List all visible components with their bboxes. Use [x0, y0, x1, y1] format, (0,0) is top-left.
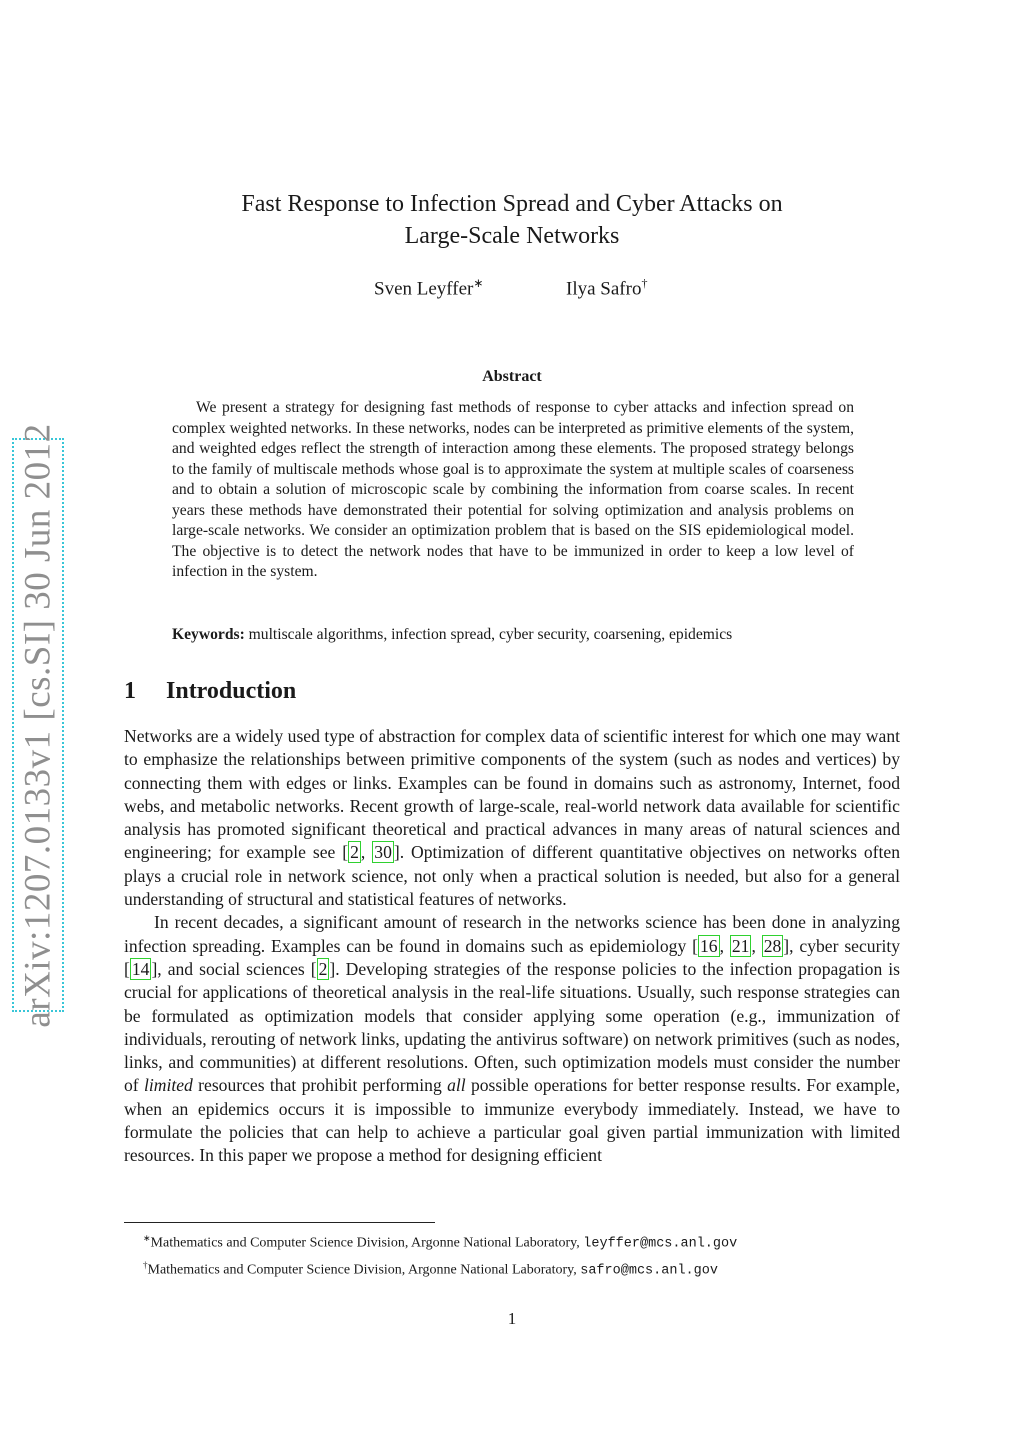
footnote-mark: †: [143, 1259, 148, 1270]
author-name: Ilya Safro: [566, 278, 642, 300]
footnote-mark: ∗: [143, 1233, 151, 1243]
text-run: ]. Developing strategies of the response policies to the infection propagation is crucial for applications of theoretical analysis in the real-life situations. Usually, such response strategies can be formulated as optimization models that consider applying some operation (e.g., immunization of individuals, rerouting of network links, updating the antivirus software) on network primitives (such as nodes, links, and communities) at different resolutions. Often, such optimization models must consider the number of: [124, 958, 900, 1096]
text-run: resources that prohibit performing: [192, 1075, 448, 1096]
citation-link[interactable]: 14: [131, 958, 150, 979]
citation-link[interactable]: 2: [318, 958, 328, 979]
citation-link[interactable]: 16: [699, 935, 718, 956]
page-number: 1: [507, 1309, 517, 1328]
footnote-mark[interactable]: †: [641, 276, 648, 290]
footnote-1: [143, 1228, 903, 1255]
text-run: ], cyber security [: [124, 935, 901, 979]
paragraph: [124, 911, 900, 1167]
text-run: Networks are a widely used type of abstraction for complex data of scientific interest for which one may want to emphasize the relationships between primitive components of the system (such as nodes and vertices) by connecting them with edges or links. Examples can be found in domains such as astronomy, Internet, food webs, and metabolic networks. Recent growth of large-scale, real-world network data available for scientific analysis has promoted significant theoretical and practical advances in many areas of natural sciences and engineering; for example see [: [124, 726, 900, 863]
footnote-divider: [124, 1222, 435, 1223]
emphasis: all: [447, 1075, 466, 1096]
citation-link[interactable]: 30: [374, 842, 392, 863]
keywords-label: Keywords:: [172, 626, 245, 643]
emphasis: limited: [143, 1075, 193, 1096]
keywords-text: multiscale algorithms, infection spread, cyber security, coarsening, epidemics: [248, 626, 733, 643]
arxiv-identifier-stamp[interactable]: [12, 422, 64, 1028]
author-name: Sven Leyffer: [374, 278, 474, 300]
email-link[interactable]: leyffer@mcs.anl.gov: [583, 1236, 738, 1252]
paragraph: [124, 725, 900, 911]
keywords: [172, 626, 862, 644]
citation-link[interactable]: 28: [763, 935, 782, 956]
email-link[interactable]: safro@mcs.anl.gov: [580, 1263, 718, 1279]
author-safro: [566, 276, 647, 300]
text-run: ,: [719, 935, 730, 956]
paper-title-line-1: Fast Response to Infection Spread and Cyber Attacks on: [241, 191, 783, 217]
author-list: [0, 276, 1024, 306]
citation-link[interactable]: 21: [731, 935, 750, 956]
abstract-text: We present a strategy for designing fast methods of response to cyber attacks and infection spread on complex weighted networks. In these networks, nodes can be interpreted as primitive elements of the system, and weighted edges reflect the strength of interaction among these elements. The proposed strategy belongs to the family of multiscale methods whose goal is to approximate the system at multiple scales of coarseness and to obtain a solution of microscopic scale by combining the information from coarse scales. In recent years these methods have demonstrated their potential for solving optimization and analysis problems on large-scale networks. We consider an optimization problem that is based on the SIS epidemiological model. The objective is to detect the network nodes that have to be immunized in order to keep a low level of infection in the system.: [172, 399, 854, 580]
footnotes: [143, 1228, 903, 1281]
text-run: ,: [751, 935, 762, 956]
introduction-body: [124, 725, 900, 1168]
paper-title: [160, 188, 864, 252]
abstract-heading: Abstract: [482, 368, 542, 385]
footnote-text: Mathematics and Computer Science Division, Argonne National Laboratory,: [147, 1262, 581, 1278]
section-heading-introduction: [124, 678, 296, 705]
paper-title-line-2: Large-Scale Networks: [404, 223, 620, 249]
footnote-mark[interactable]: ∗: [473, 276, 484, 290]
section-title: Introduction: [166, 678, 297, 704]
author-leyffer: [374, 276, 483, 300]
citation-link[interactable]: 2: [350, 842, 359, 863]
text-run: possible operations for better response results. For example, when an epidemics occurs it is impossible to immunize everybody immediately. Instead, we have to formulate the policies that can help to achieve a particular goal given partial immunization with limited resources. In this paper we propose a method for designing efficient: [124, 1075, 900, 1166]
text-run: ], and social sciences [: [151, 958, 317, 979]
section-number: 1: [124, 678, 136, 704]
footnote-2: [143, 1255, 903, 1282]
text-run: ,: [360, 842, 373, 863]
footnote-text: Mathematics and Computer Science Division, Argonne National Laboratory,: [150, 1235, 584, 1251]
text-run: In recent decades, a significant amount of research in the networks science has been done in analyzing infection spreading. Examples can be found in domains such as epidemiology [: [124, 912, 900, 956]
arxiv-identifier-text: arXiv:1207.0133v1 [cs.SI] 30 Jun 2012: [17, 422, 59, 1028]
text-run: ]. Optimization of different quantitative objectives on networks often plays a crucial role in network science, not only when a practical solution is needed, but also for a general understanding of structural and statistical features of networks.: [124, 842, 900, 910]
